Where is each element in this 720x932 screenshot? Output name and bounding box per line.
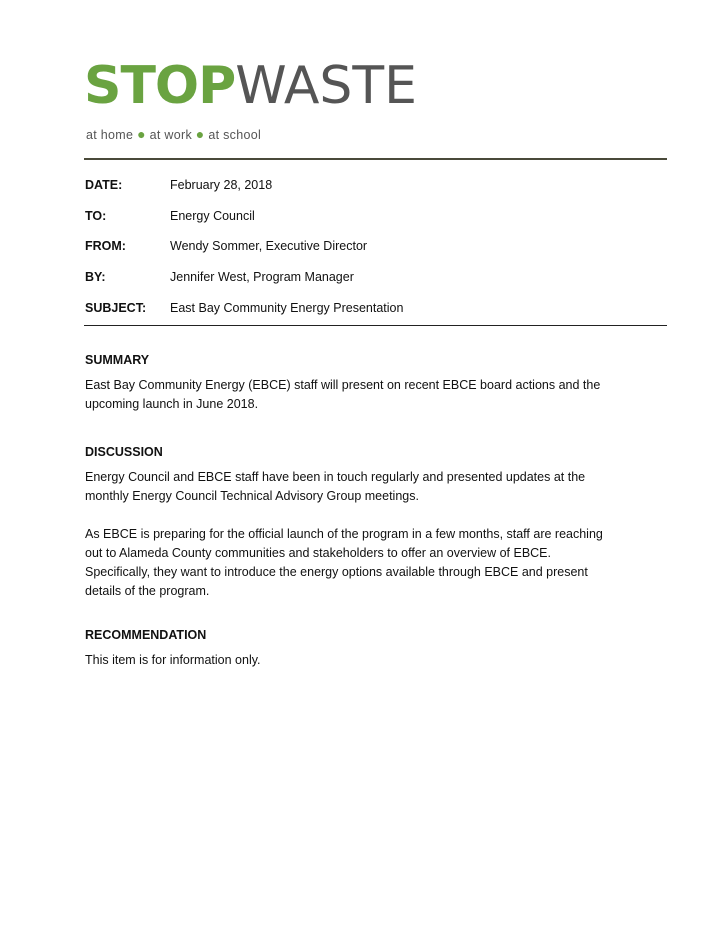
tagline-dot-icon: ● bbox=[195, 126, 205, 142]
recommendation-title: RECOMMENDATION bbox=[85, 628, 207, 642]
discussion-section bbox=[85, 443, 645, 601]
discussion-line: Specifically, they want to introduce the energy options available through EBCE and present bbox=[85, 565, 588, 579]
discussion-line: details of the program. bbox=[85, 584, 210, 598]
discussion-line: monthly Energy Council Technical Advisory Group meetings. bbox=[85, 489, 419, 503]
recommendation-text: This item is for information only. bbox=[85, 653, 261, 667]
memo-to-value: Energy Council bbox=[170, 209, 255, 223]
memo-from-label: FROM: bbox=[85, 239, 126, 253]
stopwaste-logo bbox=[84, 56, 418, 144]
tagline-dot-icon: ● bbox=[137, 126, 146, 142]
discussion-paragraph-1 bbox=[85, 468, 645, 506]
tagline-home: at home bbox=[86, 128, 134, 142]
tagline-school: at school bbox=[208, 128, 262, 142]
summary-line: upcoming launch in June 2018. bbox=[85, 397, 259, 411]
discussion-line: Energy Council and EBCE staff have been in touch regularly and presented updates at the bbox=[85, 470, 586, 484]
memo-from-value: Wendy Sommer, Executive Director bbox=[170, 239, 368, 253]
summary-line: East Bay Community Energy (EBCE) staff will present on recent EBCE board actions and the bbox=[85, 378, 601, 392]
memo-subject-label: SUBJECT: bbox=[85, 301, 147, 315]
discussion-paragraph-2 bbox=[85, 525, 645, 601]
logo-tagline bbox=[86, 126, 261, 142]
logo-stop-text: STOP bbox=[84, 56, 236, 116]
subject-divider bbox=[84, 325, 667, 326]
memo-date-value: February 28, 2018 bbox=[170, 178, 273, 192]
header-divider bbox=[84, 158, 667, 160]
discussion-line: As EBCE is preparing for the official launch of the program in a few months, staff are reaching bbox=[85, 527, 603, 541]
memo-to-label: TO: bbox=[85, 209, 107, 223]
recommendation-section bbox=[85, 626, 645, 670]
logo-waste-text: WASTE bbox=[235, 56, 418, 116]
tagline-work: at work bbox=[149, 128, 192, 142]
discussion-title: DISCUSSION bbox=[85, 445, 163, 459]
memo-by-label: BY: bbox=[85, 270, 106, 284]
memo-subject-value: East Bay Community Energy Presentation bbox=[170, 301, 404, 315]
memo-date-label: DATE: bbox=[85, 178, 123, 192]
summary-text bbox=[85, 376, 645, 414]
logo-wordmark bbox=[84, 56, 417, 116]
discussion-line: out to Alameda County communities and stakeholders to offer an overview of EBCE. bbox=[85, 546, 551, 560]
summary-section bbox=[85, 351, 645, 414]
memo-by-value: Jennifer West, Program Manager bbox=[170, 270, 354, 284]
summary-title: SUMMARY bbox=[85, 353, 150, 367]
